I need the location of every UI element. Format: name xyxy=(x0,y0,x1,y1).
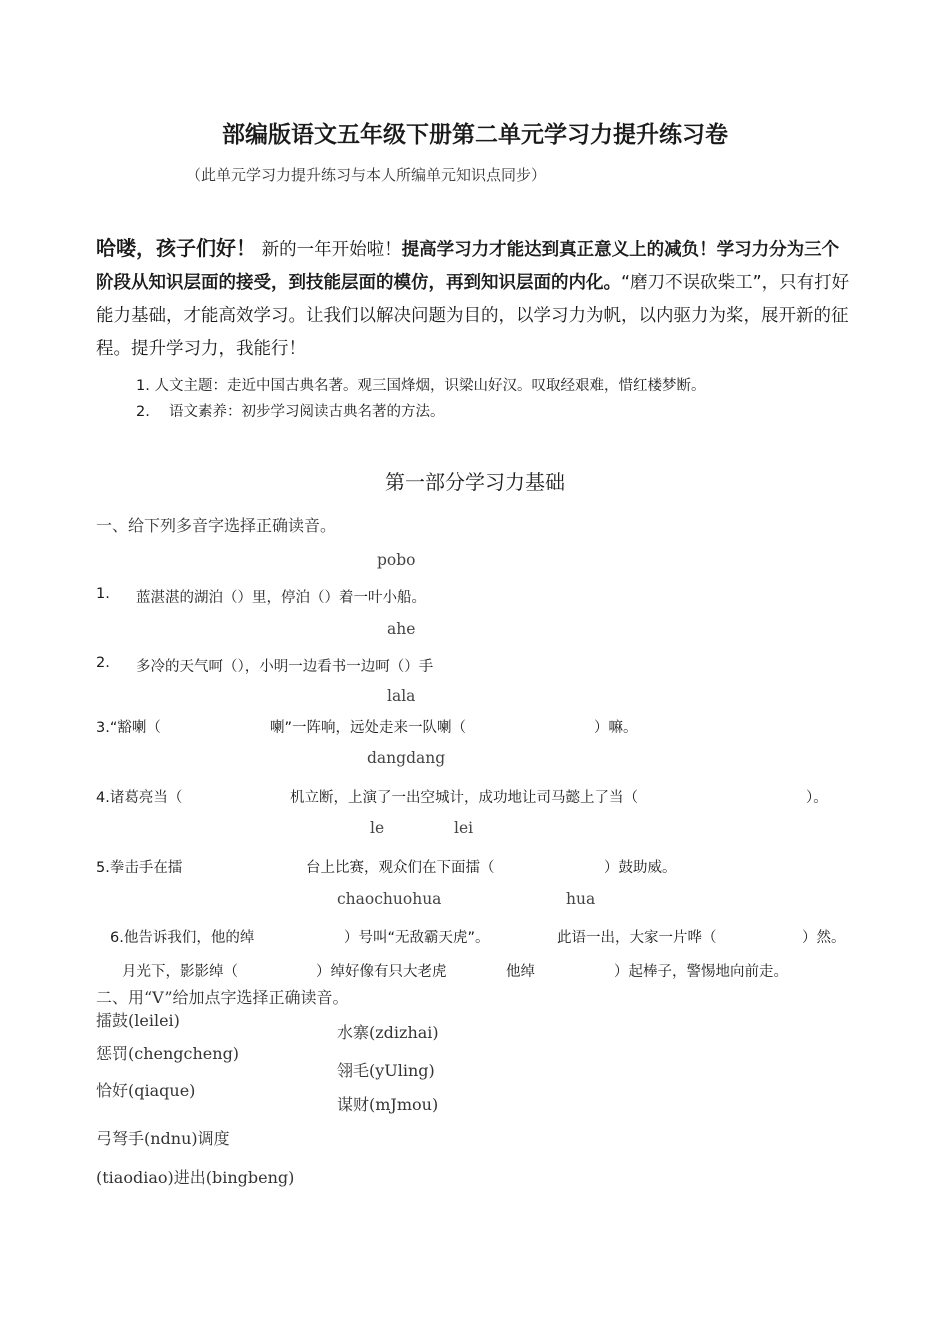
pinyin-8: hua xyxy=(566,890,596,908)
question-1-number: 1. xyxy=(96,586,110,602)
intro-segment-3: “磨刀不误砍柴工”，只有打好能力基础，才能高效学习。让我们以解决问题为目的，以学习力为帆，以内驱力为桨，展开新的征程。提升学习力，我能行！ xyxy=(96,273,850,359)
document-subtitle: （此单元学习力提升练习与本人所编单元知识点同步） xyxy=(186,166,547,184)
part1-title: 第一部分学习力基础 xyxy=(385,470,565,494)
question-2-number: 2. xyxy=(96,655,110,671)
question-4-part-a: 4.诸葛亮当（ xyxy=(96,790,183,806)
question-7-part-d: ）起棒子，警惕地向前走。 xyxy=(614,964,788,980)
question-7-part-a: 月光下，影影绰（ xyxy=(122,964,238,980)
question-6-part-d: ）然。 xyxy=(802,930,846,946)
question-4-part-b: 机立断，上演了一出空城计，成功地让司马懿上了当（ xyxy=(290,790,638,806)
question-3-part-b: 喇”一阵响，远处走来一队喇（ xyxy=(270,720,467,736)
option-item: 翎毛(yUling) xyxy=(337,1061,435,1080)
theme-item-2: 2. 语文素养：初步学习阅读古典名著的方法。 xyxy=(136,404,445,420)
intro-paragraph xyxy=(96,232,856,366)
pinyin-2: ahe xyxy=(387,620,416,638)
question-6-part-c: 此语一出，大家一片哗（ xyxy=(557,930,717,946)
section1-heading: 一、给下列多音字选择正确读音。 xyxy=(96,516,337,535)
question-3-part-a: 3.“豁喇（ xyxy=(96,720,161,736)
document-title: 部编版语文五年级下册第二单元学习力提升练习卷 xyxy=(222,122,728,148)
pinyin-7: chaochuohua xyxy=(337,890,442,908)
question-5-part-c: ）鼓助威。 xyxy=(604,860,677,876)
question-2-text: 多冷的天气呵（），小明一边看书一边呵（）手 xyxy=(136,659,434,675)
question-5-part-b: 台上比赛，观众们在下面擂（ xyxy=(306,860,495,876)
intro-greeting: 哈喽，孩子们好！ xyxy=(96,236,256,260)
question-7-part-c: 他绰 xyxy=(506,964,535,980)
option-item: 水寨(zdizhai) xyxy=(337,1023,439,1042)
option-item: 弓弩手(ndnu)调度 xyxy=(96,1129,230,1148)
pinyin-1: pobo xyxy=(377,551,416,569)
option-item: (tiaodiao)进出(bingbeng) xyxy=(96,1168,295,1187)
theme-item-1: 1. 人文主题：走近中国古典名著。观三国烽烟，识梁山好汉。叹取经艰难，惜红楼梦断。 xyxy=(136,378,706,394)
section2-heading: 二、用“V”给加点字选择正确读音。 xyxy=(96,988,349,1007)
question-6-part-a: 6.他告诉我们，他的绰 xyxy=(110,930,255,946)
question-7-part-b: ）绰好像有只大老虎 xyxy=(316,964,447,980)
question-5-part-a: 5.拳击手在擂 xyxy=(96,860,183,876)
question-4-part-c: ）。 xyxy=(806,790,828,806)
pinyin-5: le xyxy=(370,819,385,837)
pinyin-4: dangdang xyxy=(367,749,446,767)
option-item: 恰好(qiaque) xyxy=(96,1081,196,1100)
pinyin-3: lala xyxy=(387,687,416,705)
intro-segment-2: 提高学习力才能达到真正意义上的减负！学习力分为三个阶段从知识层面的接受，到技能层面的模仿，再到知识层面的内化。 xyxy=(96,240,840,293)
question-1-text: 蓝湛湛的湖泊（）里，停泊（）着一叶小船。 xyxy=(136,590,426,606)
option-item: 谋财(mJmou) xyxy=(337,1095,439,1114)
option-item: 擂鼓(leilei) xyxy=(96,1011,180,1030)
question-6-part-b: ）号叫“无敌霸天虎”。 xyxy=(344,930,490,946)
option-item: 惩罚(chengcheng) xyxy=(96,1044,240,1063)
pinyin-6: lei xyxy=(454,819,474,837)
question-3-part-c: ）嘛。 xyxy=(594,720,638,736)
intro-segment-1: 新的一年开始啦！ xyxy=(261,240,402,260)
